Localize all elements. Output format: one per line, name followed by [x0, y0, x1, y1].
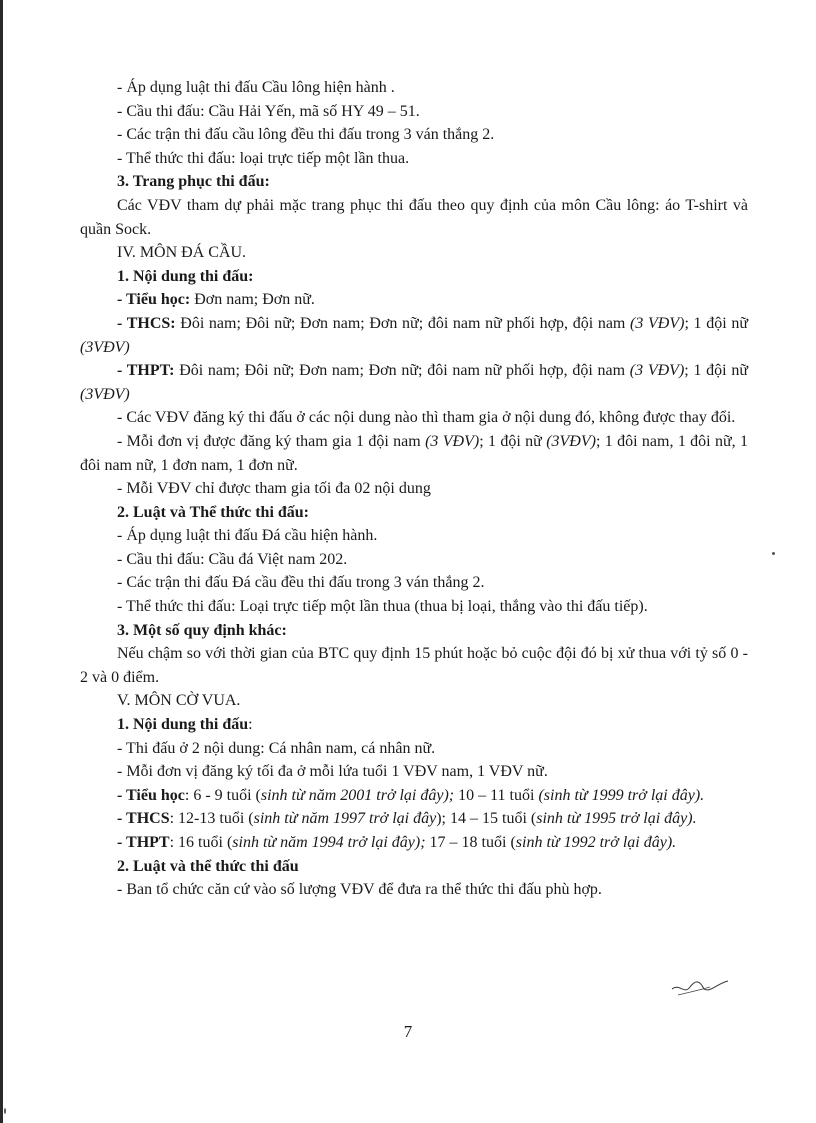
text-run: - Thể thức thi đấu: Loại trực tiếp một lần thua (thua bị loại, thắng vào thi đấu tiếp). — [117, 598, 648, 616]
paragraph — [80, 170, 748, 194]
bold-text: 3. Một số quy định khác: — [117, 621, 287, 639]
bold-text: 2. Luật và Thể thức thi đấu: — [117, 503, 310, 521]
italic-text: (sinh từ 1999 trở lại đây). — [538, 786, 705, 804]
paragraph — [80, 501, 748, 525]
paragraph — [80, 524, 748, 548]
bold-text: 2. Luật và thể thức thi đấu — [117, 857, 299, 875]
italic-text: (3VĐV) — [546, 432, 596, 450]
paragraph — [80, 100, 748, 124]
italic-text: sinh từ năm 2001 trở lại đây); — [260, 786, 455, 804]
bold-text: - Tiểu học: — [117, 291, 191, 309]
text-run: : — [248, 716, 253, 734]
handwritten-initial-mark — [670, 975, 730, 999]
paragraph — [80, 595, 748, 619]
text-run: - Thi đấu ở 2 nội dung: Cá nhân nam, cá nhân nữ. — [117, 739, 436, 757]
paragraph — [80, 571, 748, 595]
text-run: ; 1 đội nữ — [479, 432, 547, 450]
italic-text: sinh từ năm 1994 trở lại đây); — [232, 834, 426, 851]
text-run: : 12-13 tuổi ( — [169, 810, 254, 828]
page-number: 7 — [403, 1022, 413, 1041]
text-run: ; 1 đội nữ — [684, 314, 749, 332]
scan-edge — [0, 0, 3, 1123]
paragraph — [80, 147, 748, 171]
bold-text: - THCS — [117, 810, 170, 828]
text-run: - Mỗi VĐV chỉ được tham gia tối đa 02 nội dung — [117, 480, 431, 498]
text-run: 17 – 18 tuổi ( — [425, 834, 516, 851]
text-run: - Cầu thi đấu: Cầu đá Việt nam 202. — [117, 550, 348, 568]
paragraph — [80, 737, 748, 761]
paragraph — [80, 312, 748, 359]
paragraph — [80, 807, 748, 831]
text-run: ); 14 – 15 tuổi ( — [436, 810, 537, 828]
paragraph — [80, 194, 748, 241]
text-run: Nếu chậm so với thời gian của BTC quy định 15 phút hoặc bỏ cuộc đội đó bị xử thua với tỷ số 0 - 2 và 0 điểm. — [80, 645, 748, 686]
italic-text: sinh từ 1992 trở lại đây). — [515, 834, 677, 851]
text-run: Đơn nam; Đơn nữ. — [190, 291, 315, 309]
paragraph — [80, 123, 748, 147]
text-run: Đôi nam; Đôi nữ; Đơn nam; Đơn nữ; đôi nam nữ phối hợp, đội nam — [174, 362, 630, 380]
text-run: - Các trận thi đấu cầu lông đều thi đấu trong 3 ván thắng 2. — [117, 126, 495, 144]
italic-text: (3VĐV) — [80, 338, 130, 356]
paragraph — [80, 760, 748, 784]
text-run: - Mỗi đơn vị đăng ký tối đa ở mỗi lứa tuổi 1 VĐV nam, 1 VĐV nữ. — [117, 763, 548, 781]
bold-text: 1. Nội dung thi đấu: — [117, 267, 254, 285]
document-body — [80, 76, 748, 902]
paragraph — [80, 359, 748, 406]
text-run: - Ban tổ chức căn cứ vào số lượng VĐV để đưa ra thể thức thi đấu phù hợp. — [117, 881, 602, 899]
scan-speck — [772, 552, 775, 555]
paragraph — [80, 406, 748, 430]
text-run: - Cầu thi đấu: Cầu Hải Yến, mã số HY 49 – 51. — [117, 102, 420, 120]
bold-text: 3. Trang phục thi đấu: — [117, 173, 270, 191]
text-run: Đôi nam; Đôi nữ; Đơn nam; Đơn nữ; đôi nam nữ phối hợp, đội nam — [175, 314, 631, 332]
paragraph — [80, 784, 748, 808]
text-run: - Mỗi đơn vị được đăng ký tham gia 1 đội nam — [117, 432, 426, 450]
text-run: : 6 - 9 tuổi ( — [184, 786, 261, 804]
italic-text: (3 VĐV) — [629, 362, 685, 380]
paragraph — [80, 642, 748, 689]
text-run: - Áp dụng luật thi đấu Đá cầu hiện hành. — [117, 527, 378, 545]
bold-text: 1. Nội dung thi đấu — [117, 716, 249, 734]
paragraph — [80, 855, 748, 879]
bold-text: - THPT: — [117, 362, 175, 380]
text-run: - Áp dụng luật thi đấu Cầu lông hiện hành . — [117, 79, 395, 96]
text-run: - Thể thức thi đấu: loại trực tiếp một lần thua. — [117, 149, 410, 167]
scan-speck — [4, 1108, 6, 1114]
italic-text: (3 VĐV) — [425, 432, 480, 450]
paragraph — [80, 619, 748, 643]
paragraph — [80, 265, 748, 289]
italic-text: sinh từ 1995 trở lại đây). — [536, 810, 697, 828]
text-run: - Các VĐV đăng ký thi đấu ở các nội dung nào thì tham gia ở nội dung đó, không được thay đổi. — [117, 409, 736, 427]
text-run: 10 – 11 tuổi — [454, 786, 539, 804]
bold-text: - Tiểu học — [117, 786, 185, 804]
paragraph — [80, 76, 748, 100]
paragraph — [80, 713, 748, 737]
paragraph — [80, 831, 748, 855]
italic-text: (3 VĐV) — [630, 314, 685, 332]
paragraph — [80, 548, 748, 572]
italic-text: sinh từ năm 1997 trở lại đây — [253, 810, 437, 828]
text-run: ; 1 đội nữ — [684, 362, 749, 380]
text-run: V. MÔN CỜ VUA. — [117, 692, 241, 710]
text-run: IV. MÔN ĐÁ CẦU. — [117, 244, 247, 262]
bold-text: - THPT — [117, 834, 170, 851]
paragraph — [80, 241, 748, 265]
text-run: Các VĐV tham dự phải mặc trang phục thi đấu theo quy định của môn Cầu lông: áo T-shirt và quần Sock. — [80, 196, 748, 238]
paragraph — [80, 430, 748, 477]
paragraph — [80, 288, 748, 312]
paragraph — [80, 689, 748, 713]
paragraph — [80, 878, 748, 902]
text-run: : 16 tuổi ( — [169, 834, 233, 851]
paragraph — [80, 477, 748, 501]
italic-text: (3VĐV) — [80, 385, 130, 403]
bold-text: - THCS: — [117, 314, 176, 332]
text-run: ; 1 đôi nam, 1 đôi nữ, 1 đôi nam nữ, 1 đơn nam, 1 đơn nữ. — [80, 432, 749, 474]
text-run: - Các trận thi đấu Đá cầu đều thi đấu trong 3 ván thắng 2. — [117, 574, 485, 592]
